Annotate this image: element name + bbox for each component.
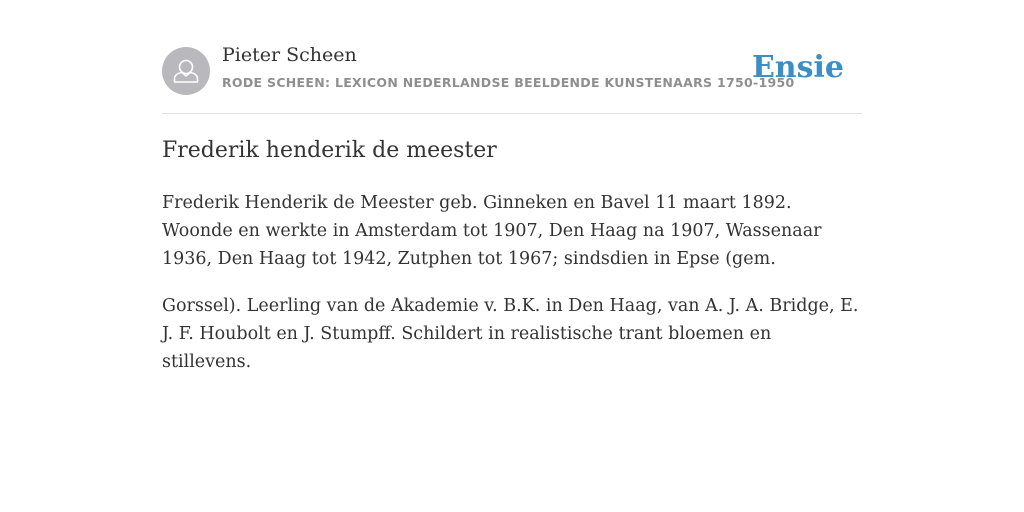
page-title: Frederik henderik de meester xyxy=(162,138,497,163)
avatar[interactable] xyxy=(162,47,210,95)
ensie-logo[interactable]: Ensie xyxy=(751,50,844,85)
paragraph: Frederik Henderik de Meester geb. Ginneken en Bavel 11 maart 1892. Woonde en werkte in Amsterdam tot 1907, Den Haag na 1907, Wassenaar 1936, Den Haag tot 1942, Zutphen tot 1967; sindsdien in Epse (gem. xyxy=(162,193,822,269)
paragraph: Gorssel). Leerling van de Akademie v. B.K. in Den Haag, van A. J. A. Bridge, E. J. F. Houbolt en J. Stumpff. Schildert in realistische trant bloemen en stillevens. xyxy=(162,296,859,372)
entry-card xyxy=(162,0,862,372)
entry-body xyxy=(162,189,862,395)
author-name[interactable]: Pieter Scheen xyxy=(222,44,357,66)
entry-header xyxy=(162,0,862,114)
source-label[interactable]: RODE SCHEEN: LEXICON NEDERLANDSE BEELDENDE KUNSTENAARS 1750-1950 xyxy=(222,75,795,90)
user-icon xyxy=(162,47,210,95)
